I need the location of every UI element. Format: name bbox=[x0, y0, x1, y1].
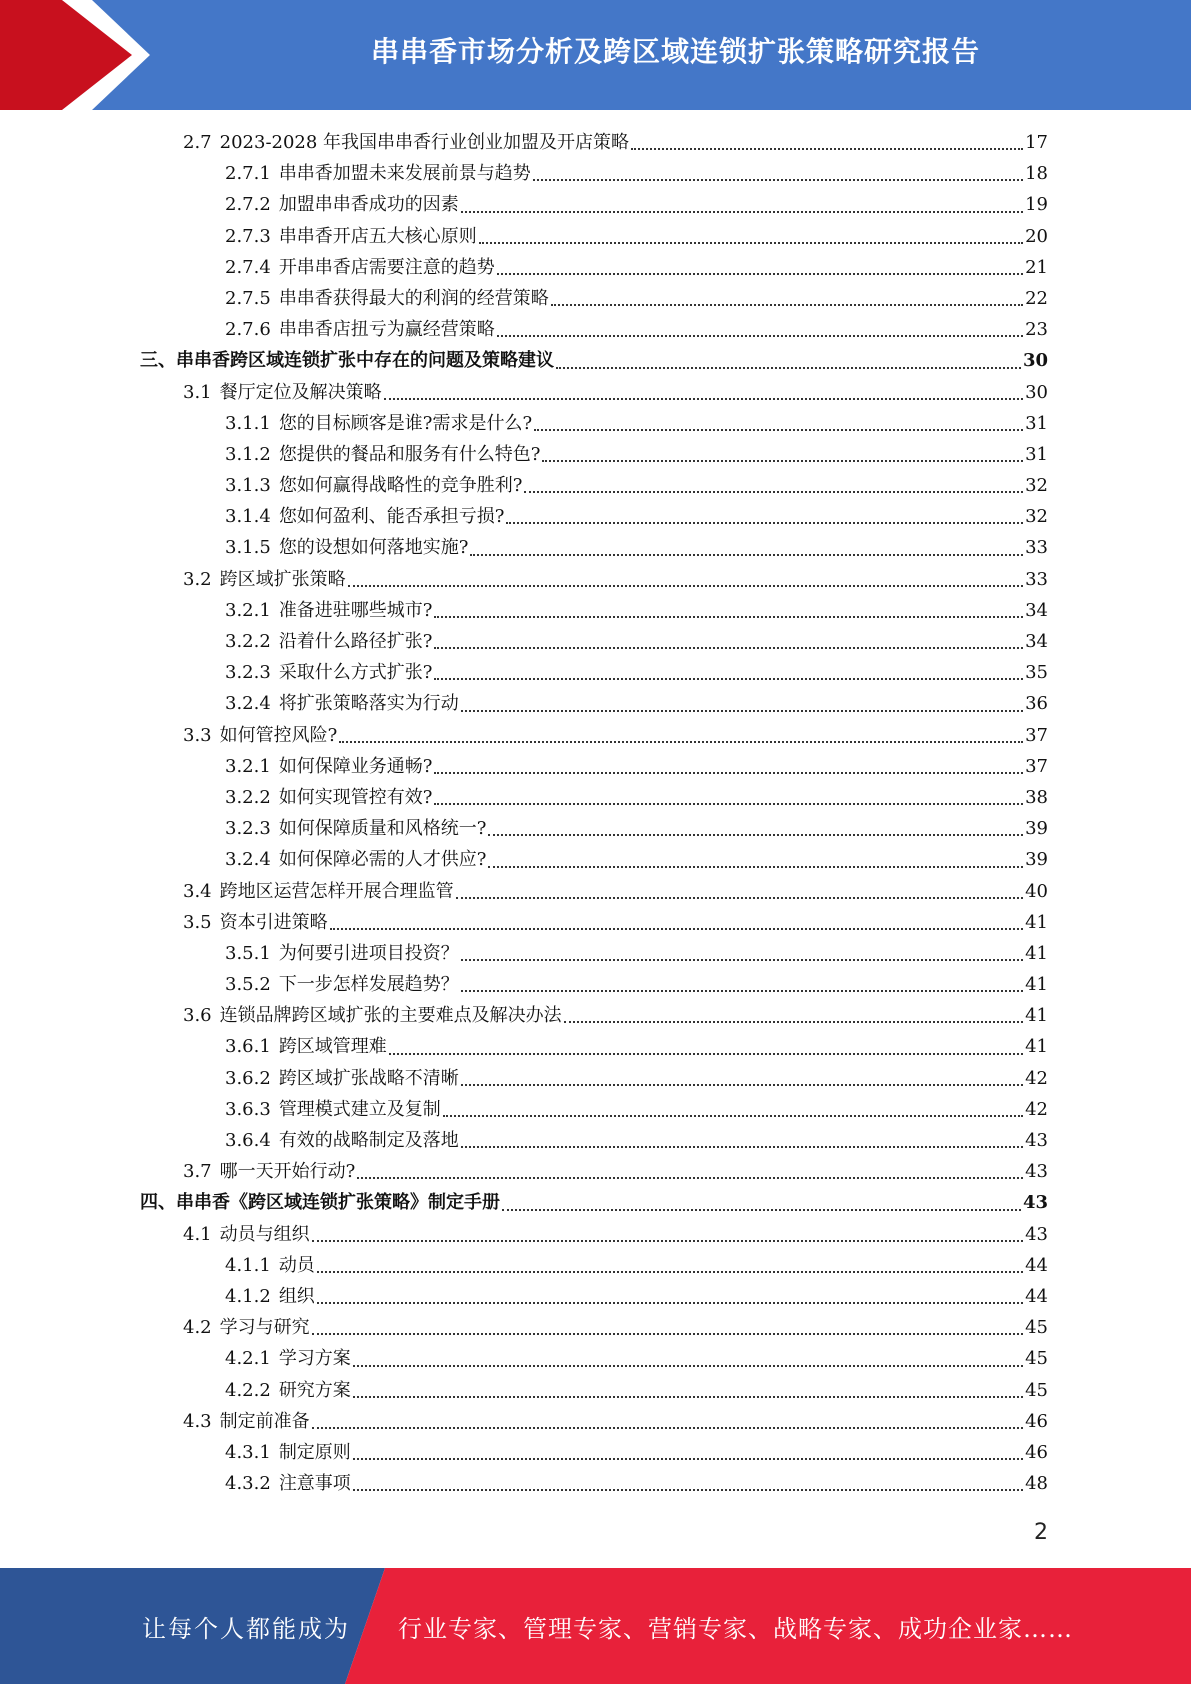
toc-dot-leader bbox=[353, 1396, 1023, 1398]
toc-entry-title: 餐厅定位及解决策略 bbox=[219, 381, 382, 403]
toc-entry[interactable] bbox=[140, 283, 1048, 314]
toc-entry[interactable] bbox=[140, 1250, 1048, 1281]
toc-entry-page: 31 bbox=[1025, 412, 1048, 434]
toc-entry[interactable] bbox=[140, 1437, 1048, 1468]
toc-entry-number: 2.7.5 bbox=[225, 287, 271, 309]
page-footer bbox=[0, 1568, 1191, 1684]
toc-dot-leader bbox=[461, 1146, 1023, 1148]
toc-dot-leader bbox=[434, 616, 1023, 618]
toc-entry-number: 3.5.2 bbox=[225, 974, 271, 996]
toc-entry-number: 2.7.3 bbox=[225, 225, 271, 247]
toc-entry-title: 学习与研究 bbox=[219, 1317, 310, 1339]
toc-entry-number: 2.7.1 bbox=[225, 163, 271, 185]
toc-entry[interactable] bbox=[140, 1343, 1048, 1374]
toc-entry-page: 36 bbox=[1025, 693, 1048, 715]
toc-dot-leader bbox=[339, 741, 1023, 743]
toc-entry-title: 串串香开店五大核心原则 bbox=[278, 225, 477, 247]
toc-entry-title: 四、串串香《跨区域连锁扩张策略》制定手册 bbox=[140, 1192, 500, 1214]
toc-entry[interactable] bbox=[140, 564, 1048, 595]
toc-entry-number: 3.2.4 bbox=[225, 849, 271, 871]
toc-dot-leader bbox=[353, 1458, 1023, 1460]
toc-entry-title: 您如何赢得战略性的竞争胜利? bbox=[278, 475, 523, 497]
toc-dot-leader bbox=[317, 1302, 1023, 1304]
toc-entry-title: 管理模式建立及复制 bbox=[278, 1098, 441, 1120]
toc-dot-leader bbox=[461, 710, 1023, 712]
toc-dot-leader bbox=[443, 1115, 1023, 1117]
toc-entry[interactable] bbox=[140, 1187, 1048, 1218]
toc-dot-leader bbox=[312, 1240, 1023, 1242]
toc-entry-number: 4.2 bbox=[183, 1317, 212, 1339]
toc-dot-leader bbox=[353, 1489, 1023, 1491]
toc-entry-number: 4.3.1 bbox=[225, 1441, 271, 1463]
toc-entry-title: 注意事项 bbox=[278, 1473, 351, 1495]
toc-entry-page: 31 bbox=[1025, 443, 1048, 465]
toc-dot-leader bbox=[353, 1365, 1023, 1367]
toc-dot-leader bbox=[479, 242, 1023, 244]
toc-entry-page: 44 bbox=[1025, 1285, 1048, 1307]
toc-entry-number: 3.6.2 bbox=[225, 1067, 271, 1089]
toc-entry-page: 43 bbox=[1025, 1161, 1048, 1183]
toc-entry-number: 3.2.3 bbox=[225, 662, 271, 684]
toc-entry-title: 有效的战略制定及落地 bbox=[278, 1130, 459, 1151]
toc-entry-number: 3.5.1 bbox=[225, 942, 271, 964]
toc-entry-title: 跨地区运营怎样开展合理监管 bbox=[219, 880, 454, 902]
toc-entry-title: 研究方案 bbox=[278, 1379, 351, 1401]
toc-entry-page: 44 bbox=[1025, 1254, 1048, 1276]
toc-dot-leader bbox=[506, 522, 1023, 524]
toc-dot-leader bbox=[434, 803, 1023, 805]
toc-entry-page: 45 bbox=[1025, 1317, 1048, 1339]
toc-entry[interactable] bbox=[140, 345, 1048, 376]
toc-entry-title: 您如何盈利、能否承担亏损? bbox=[278, 506, 505, 528]
toc-entry-number: 3.2 bbox=[183, 568, 212, 590]
toc-dot-leader bbox=[461, 959, 1023, 961]
page-number: 2 bbox=[1034, 1520, 1048, 1545]
toc-entry-number: 3.2.2 bbox=[225, 631, 271, 652]
toc-entry-page: 34 bbox=[1025, 631, 1048, 652]
toc-entry-title: 加盟串串香成功的因素 bbox=[278, 194, 459, 216]
toc-dot-leader bbox=[389, 1053, 1023, 1055]
toc-entry-page: 42 bbox=[1025, 1098, 1048, 1120]
toc-entry[interactable] bbox=[140, 844, 1048, 875]
toc-entry[interactable] bbox=[140, 1031, 1048, 1062]
toc-entry-page: 43 bbox=[1022, 1192, 1048, 1214]
page-header bbox=[0, 0, 1191, 110]
toc-entry[interactable] bbox=[140, 876, 1048, 907]
toc-entry-title: 采取什么方式扩张? bbox=[278, 662, 433, 684]
toc-dot-leader bbox=[488, 834, 1023, 836]
toc-entry[interactable] bbox=[140, 314, 1048, 345]
toc-dot-leader bbox=[497, 335, 1023, 337]
toc-entry[interactable] bbox=[140, 1281, 1048, 1312]
toc-dot-leader bbox=[434, 678, 1023, 680]
toc-entry[interactable] bbox=[140, 1312, 1048, 1343]
toc-entry-number: 2.7.4 bbox=[225, 256, 271, 278]
toc-entry[interactable] bbox=[140, 1094, 1048, 1125]
toc-entry[interactable] bbox=[140, 532, 1048, 563]
toc-dot-leader bbox=[434, 647, 1023, 649]
toc-entry-page: 40 bbox=[1025, 880, 1048, 902]
toc-entry-number: 3.1.5 bbox=[225, 537, 271, 559]
toc-entry[interactable] bbox=[140, 1406, 1048, 1437]
toc-entry[interactable] bbox=[140, 720, 1048, 751]
toc-dot-leader bbox=[456, 897, 1023, 899]
toc-entry[interactable] bbox=[140, 688, 1048, 719]
toc-dot-leader bbox=[631, 148, 1023, 150]
toc-entry[interactable] bbox=[140, 751, 1048, 782]
toc-entry-page: 41 bbox=[1025, 942, 1048, 964]
toc-entry-number: 3.4 bbox=[183, 880, 212, 902]
toc-entry-page: 38 bbox=[1025, 786, 1048, 808]
toc-dot-leader bbox=[488, 866, 1023, 868]
toc-entry-number: 4.2.2 bbox=[225, 1379, 271, 1401]
toc-entry-title: 下一步怎样发展趋势？ bbox=[278, 974, 459, 996]
toc-entry-page: 45 bbox=[1025, 1348, 1048, 1370]
toc-entry-title: 制定原则 bbox=[278, 1441, 351, 1463]
toc-entry-page: 18 bbox=[1025, 163, 1048, 185]
toc-entry-number: 3.6.1 bbox=[225, 1036, 271, 1058]
toc-entry-title: 将扩张策略落实为行动 bbox=[278, 693, 459, 715]
toc-entry-number: 2.7 bbox=[183, 132, 212, 153]
toc-entry-title: 准备进驻哪些城市? bbox=[278, 599, 433, 621]
toc-dot-leader bbox=[384, 398, 1023, 400]
toc-entry[interactable] bbox=[140, 657, 1048, 688]
toc-entry-number: 3.1.3 bbox=[225, 475, 271, 497]
toc-entry-title: 您的设想如何落地实施? bbox=[278, 537, 469, 559]
toc-entry-number: 4.3 bbox=[183, 1410, 212, 1432]
toc-entry-page: 17 bbox=[1025, 132, 1048, 153]
toc-entry-page: 41 bbox=[1025, 1005, 1048, 1027]
toc-dot-leader bbox=[556, 367, 1021, 369]
toc-entry[interactable] bbox=[140, 595, 1048, 626]
toc-entry[interactable] bbox=[140, 1000, 1048, 1031]
toc-entry-title: 哪一天开始行动? bbox=[219, 1161, 356, 1183]
toc-entry-number: 4.1.2 bbox=[225, 1285, 271, 1307]
toc-dot-leader bbox=[330, 928, 1023, 930]
toc-entry-number: 3.2.1 bbox=[225, 599, 271, 621]
toc-dot-leader bbox=[461, 1084, 1023, 1086]
toc-entry-title: 串串香店扭亏为赢经营策略 bbox=[278, 319, 495, 341]
toc-entry-title: 动员与组织 bbox=[219, 1223, 310, 1245]
toc-entry-title: 学习方案 bbox=[278, 1348, 351, 1370]
toc-entry-page: 32 bbox=[1025, 475, 1048, 497]
toc-dot-leader bbox=[461, 990, 1023, 992]
toc-entry-page: 30 bbox=[1025, 381, 1048, 403]
toc-entry-number: 3.7 bbox=[183, 1161, 212, 1183]
toc-entry-title: 跨区域扩张战略不清晰 bbox=[278, 1067, 459, 1089]
footer-slogan-left: 让每个人都能成为 bbox=[142, 1614, 350, 1643]
toc-entry-number: 4.2.1 bbox=[225, 1348, 271, 1370]
toc-dot-leader bbox=[348, 585, 1023, 587]
toc-entry-title: 串串香加盟未来发展前景与趋势 bbox=[278, 163, 531, 185]
toc-entry-page: 20 bbox=[1025, 225, 1048, 247]
toc-entry-title: 制定前准备 bbox=[219, 1410, 310, 1432]
toc-entry-number: 3.2.1 bbox=[225, 755, 271, 777]
toc-entry-title: 为何要引进项目投资？ bbox=[278, 942, 459, 964]
toc-entry-number: 3.2.4 bbox=[225, 693, 271, 715]
toc-dot-leader bbox=[312, 1427, 1023, 1429]
toc-dot-leader bbox=[357, 1177, 1023, 1179]
toc-entry-page: 45 bbox=[1025, 1379, 1048, 1401]
toc-entry-page: 23 bbox=[1025, 319, 1048, 341]
toc-dot-leader bbox=[502, 1209, 1021, 1211]
toc-entry-page: 41 bbox=[1025, 974, 1048, 996]
toc-entry[interactable] bbox=[140, 813, 1048, 844]
toc-dot-leader bbox=[470, 554, 1023, 556]
toc-entry-title: 您提供的餐品和服务有什么特色? bbox=[278, 443, 541, 465]
toc-entry[interactable] bbox=[140, 938, 1048, 969]
table-of-contents bbox=[140, 127, 1048, 1499]
toc-entry-page: 32 bbox=[1025, 506, 1048, 528]
toc-entry-title: 连锁品牌跨区域扩张的主要难点及解决办法 bbox=[219, 1005, 562, 1027]
toc-entry-page: 43 bbox=[1025, 1130, 1048, 1151]
toc-entry-number: 2.7.6 bbox=[225, 319, 271, 341]
toc-entry-page: 41 bbox=[1025, 1036, 1048, 1058]
toc-entry-title: 沿着什么路径扩张? bbox=[278, 631, 433, 652]
toc-entry[interactable] bbox=[140, 1219, 1048, 1250]
toc-entry[interactable] bbox=[140, 782, 1048, 813]
toc-entry-page: 42 bbox=[1025, 1067, 1048, 1089]
toc-entry[interactable] bbox=[140, 377, 1048, 408]
toc-entry-page: 34 bbox=[1025, 599, 1048, 621]
toc-entry-title: 三、串串香跨区域连锁扩张中存在的问题及策略建议 bbox=[140, 350, 554, 372]
toc-dot-leader bbox=[564, 1021, 1023, 1023]
toc-dot-leader bbox=[497, 273, 1023, 275]
toc-entry-number: 3.1.4 bbox=[225, 506, 271, 528]
toc-entry-page: 33 bbox=[1025, 568, 1048, 590]
toc-entry-number: 3.1 bbox=[183, 381, 212, 403]
toc-entry-page: 37 bbox=[1025, 755, 1048, 777]
toc-dot-leader bbox=[434, 772, 1023, 774]
toc-dot-leader bbox=[524, 491, 1023, 493]
toc-entry-title: 如何实现管控有效? bbox=[278, 786, 433, 808]
toc-entry-number: 4.1.1 bbox=[225, 1254, 271, 1276]
footer-slogan-right: 行业专家、管理专家、营销专家、战略专家、成功企业家…… bbox=[398, 1614, 1073, 1643]
toc-entry-title: 串串香获得最大的利润的经营策略 bbox=[278, 287, 549, 309]
toc-entry-number: 3.1.2 bbox=[225, 443, 271, 465]
toc-entry-page: 43 bbox=[1025, 1223, 1048, 1245]
toc-entry-page: 46 bbox=[1025, 1441, 1048, 1463]
toc-entry-page: 35 bbox=[1025, 662, 1048, 684]
toc-entry-title: 如何保障业务通畅? bbox=[278, 755, 433, 777]
toc-entry[interactable] bbox=[140, 221, 1048, 252]
toc-dot-leader bbox=[461, 211, 1023, 213]
toc-dot-leader bbox=[533, 179, 1023, 181]
toc-entry[interactable] bbox=[140, 626, 1048, 657]
toc-entry[interactable] bbox=[140, 470, 1048, 501]
toc-entry-number: 3.2.3 bbox=[225, 818, 271, 840]
toc-entry-page: 39 bbox=[1025, 818, 1048, 840]
toc-entry-title: 如何保障质量和风格统一? bbox=[278, 818, 487, 840]
toc-entry-title: 组织 bbox=[278, 1285, 315, 1307]
toc-entry-title: 如何管控风险? bbox=[219, 724, 338, 746]
toc-entry[interactable] bbox=[140, 189, 1048, 220]
toc-entry-page: 41 bbox=[1025, 911, 1048, 933]
toc-entry-title: 跨区域管理难 bbox=[278, 1036, 387, 1058]
toc-entry-page: 48 bbox=[1025, 1473, 1048, 1495]
toc-entry[interactable] bbox=[140, 439, 1048, 470]
toc-dot-leader bbox=[551, 304, 1023, 306]
toc-entry[interactable] bbox=[140, 158, 1048, 189]
toc-entry-number: 4.3.2 bbox=[225, 1473, 271, 1495]
toc-entry-title: 2023-2028 年我国串串香行业创业加盟及开店策略 bbox=[219, 132, 630, 153]
toc-entry-title: 如何保障必需的人才供应? bbox=[278, 849, 487, 871]
toc-entry[interactable] bbox=[140, 127, 1048, 158]
toc-entry-page: 22 bbox=[1025, 287, 1048, 309]
toc-entry[interactable] bbox=[140, 1125, 1048, 1156]
toc-entry-number: 3.6 bbox=[183, 1005, 212, 1027]
toc-entry-number: 3.2.2 bbox=[225, 786, 271, 808]
toc-dot-leader bbox=[534, 429, 1023, 431]
toc-dot-leader bbox=[312, 1333, 1023, 1335]
toc-entry[interactable] bbox=[140, 1468, 1048, 1499]
toc-entry-page: 30 bbox=[1022, 350, 1048, 372]
toc-entry-page: 21 bbox=[1025, 256, 1048, 278]
toc-entry-number: 3.6.3 bbox=[225, 1098, 271, 1120]
toc-entry[interactable] bbox=[140, 1063, 1048, 1094]
toc-entry-number: 2.7.2 bbox=[225, 194, 271, 216]
toc-entry-page: 33 bbox=[1025, 537, 1048, 559]
toc-entry[interactable] bbox=[140, 501, 1048, 532]
toc-entry-number: 3.6.4 bbox=[225, 1130, 271, 1151]
toc-entry-page: 19 bbox=[1025, 194, 1048, 216]
toc-entry[interactable] bbox=[140, 907, 1048, 938]
toc-entry[interactable] bbox=[140, 1375, 1048, 1406]
toc-entry-number: 4.1 bbox=[183, 1223, 212, 1245]
toc-entry[interactable] bbox=[140, 252, 1048, 283]
toc-entry-title: 资本引进策略 bbox=[219, 911, 328, 933]
toc-entry-title: 开串串香店需要注意的趋势 bbox=[278, 256, 495, 278]
toc-entry-number: 3.5 bbox=[183, 911, 212, 933]
toc-entry-page: 46 bbox=[1025, 1410, 1048, 1432]
toc-entry-number: 3.1.1 bbox=[225, 412, 271, 434]
document-title: 串串香市场分析及跨区域连锁扩张策略研究报告 bbox=[370, 35, 980, 68]
toc-entry-title: 跨区域扩张策略 bbox=[219, 568, 346, 590]
toc-entry-page: 39 bbox=[1025, 849, 1048, 871]
toc-entry-title: 动员 bbox=[278, 1254, 315, 1276]
toc-entry[interactable] bbox=[140, 408, 1048, 439]
toc-entry-number: 3.3 bbox=[183, 724, 212, 746]
toc-dot-leader bbox=[542, 460, 1023, 462]
toc-entry-page: 37 bbox=[1025, 724, 1048, 746]
toc-dot-leader bbox=[317, 1271, 1023, 1273]
toc-entry[interactable] bbox=[140, 969, 1048, 1000]
toc-entry[interactable] bbox=[140, 1156, 1048, 1187]
toc-entry-title: 您的目标顾客是谁?需求是什么? bbox=[278, 412, 533, 434]
